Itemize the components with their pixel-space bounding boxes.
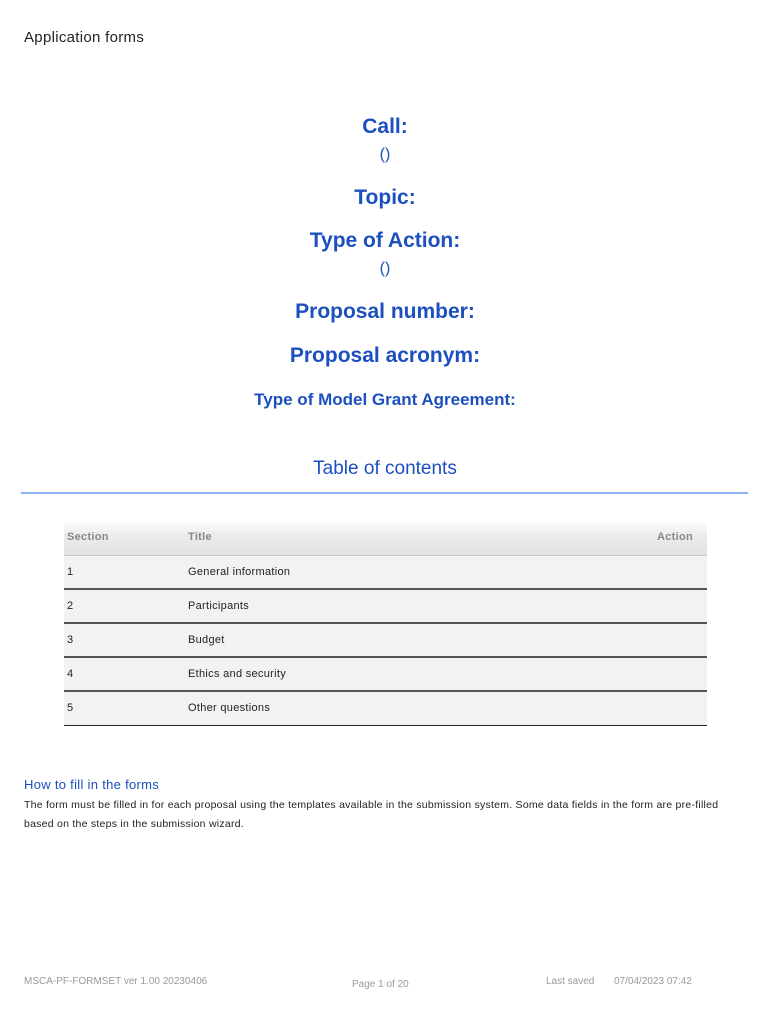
page-indicator: Page 1 of 20 — [352, 979, 409, 990]
table-row[interactable] — [64, 555, 707, 589]
type-of-action-label: Type of Action: — [309, 229, 461, 252]
row-title[interactable]: General information — [185, 555, 617, 589]
model-grant-agreement-label: Type of Model Grant Agreement: — [254, 390, 516, 409]
type-of-action-value: () — [379, 260, 391, 277]
proposal-acronym-label: Proposal acronym: — [289, 344, 481, 367]
row-action[interactable] — [617, 691, 707, 725]
column-header-title: Title — [185, 520, 617, 555]
table-row[interactable] — [64, 657, 707, 691]
toc-title: Table of contents — [313, 458, 457, 479]
row-section: 1 — [64, 555, 185, 589]
topic-label: Topic: — [354, 186, 416, 209]
howto-title: How to fill in the forms — [24, 777, 160, 792]
row-action[interactable] — [617, 657, 707, 691]
call-value: () — [379, 146, 391, 163]
last-saved-label: Last saved — [546, 976, 595, 987]
toc-header-row — [64, 520, 707, 555]
proposal-number-label: Proposal number: — [295, 300, 475, 323]
call-label: Call: — [362, 115, 408, 138]
column-header-section: Section — [64, 520, 185, 555]
row-action[interactable] — [617, 623, 707, 657]
row-section: 4 — [64, 657, 185, 691]
row-title[interactable]: Ethics and security — [185, 657, 617, 691]
toc-divider — [21, 492, 748, 494]
row-section: 2 — [64, 589, 185, 623]
row-section: 5 — [64, 691, 185, 725]
form-version: MSCA-PF-FORMSET ver 1.00 20230406 — [24, 976, 208, 987]
row-action[interactable] — [617, 555, 707, 589]
toc-table — [64, 520, 707, 726]
table-row[interactable] — [64, 691, 707, 725]
row-title[interactable]: Other questions — [185, 691, 617, 725]
row-title[interactable]: Participants — [185, 589, 617, 623]
row-action[interactable] — [617, 589, 707, 623]
table-row[interactable] — [64, 589, 707, 623]
row-title[interactable]: Budget — [185, 623, 617, 657]
last-saved-value: 07/04/2023 07:42 — [614, 976, 692, 987]
document-title: Application forms — [24, 29, 145, 46]
table-row[interactable] — [64, 623, 707, 657]
column-header-action: Action — [617, 520, 707, 555]
row-section: 3 — [64, 623, 185, 657]
howto-body: The form must be filled in for each proposal using the templates available in the submission system. Some data fields in the form are pre-filled based on the steps in the submission wizard. — [24, 799, 719, 830]
